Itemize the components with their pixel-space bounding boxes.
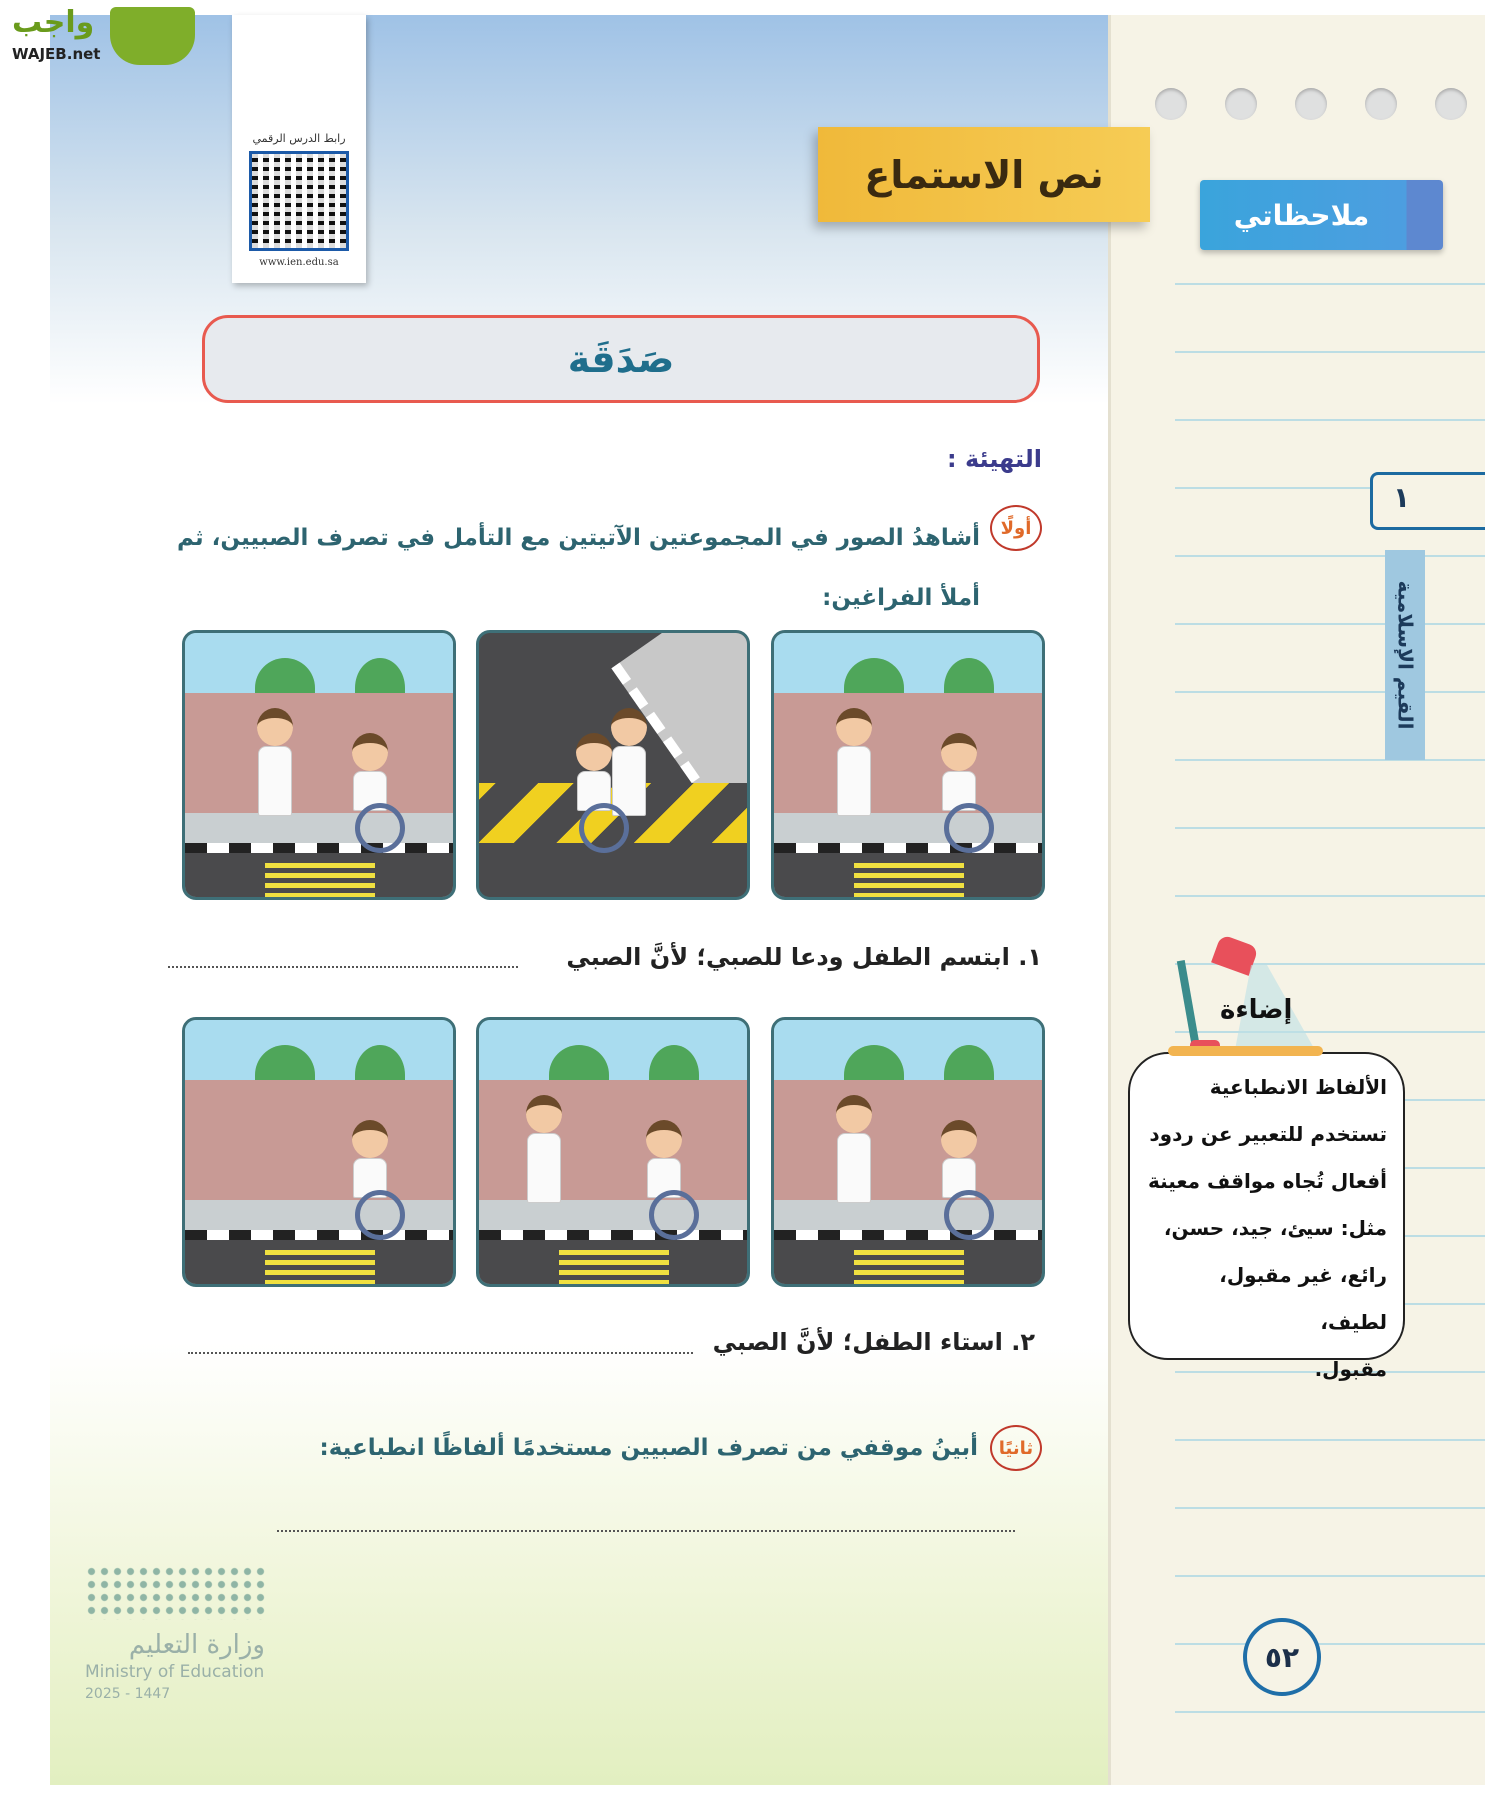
second-badge: ثانيًا	[990, 1425, 1042, 1471]
warmup-label: التهيئة :	[947, 445, 1042, 473]
binder-hole	[1155, 88, 1187, 120]
notebook-rule	[1175, 351, 1485, 353]
notebook-rule	[1175, 623, 1485, 625]
notebook-rule	[1175, 1439, 1485, 1441]
page-number: ٥٢	[1243, 1618, 1321, 1696]
notes-column	[1108, 15, 1485, 1785]
boy-figure	[609, 708, 649, 818]
unit-number-tab: ١	[1370, 472, 1485, 530]
unit-label-tab: القيم الإسلامية	[1385, 550, 1425, 760]
lesson-title: صَدَقَة	[202, 315, 1040, 403]
binder-hole	[1295, 88, 1327, 120]
wheelchair-icon	[579, 803, 629, 853]
lamp-icon	[1165, 925, 1335, 1055]
question-1: ١. ابتسم الطفل ودعا للصبي؛ لأنَّ الصبي	[566, 943, 1042, 971]
qr-card[interactable]: رابط الدرس الرقمي www.ien.edu.sa	[232, 15, 366, 283]
tip-title: إضاءة	[1220, 995, 1293, 1025]
question-2: ٢. استاء الطفل؛ لأنَّ الصبي	[712, 1328, 1035, 1356]
boy-figure	[524, 1095, 564, 1205]
wajeb-logo: واجب WAJEB.net	[10, 5, 190, 65]
wheelchair-icon	[944, 803, 994, 853]
notebook-rule	[1175, 1711, 1485, 1713]
scene-illustration	[182, 630, 456, 900]
first-instruction: أشاهدُ الصور في المجموعتين الآتيتين مع التأمل في تصرف الصبيين، ثم أملأ الفراغين:	[176, 525, 980, 611]
tip-box: الألفاظ الانطباعية تستخدم للتعبير عن ردود أفعال تُجاه مواقف معينة مثل: سيئ، جيد، حسن، رائع، غير مقبول، لطيف، مقبول.	[1128, 1052, 1405, 1360]
binder-hole	[1435, 88, 1467, 120]
notebook-rule	[1175, 283, 1485, 285]
notebook-rule	[1175, 1575, 1485, 1577]
binder-hole	[1365, 88, 1397, 120]
notebook-rule	[1175, 419, 1485, 421]
qr-code[interactable]	[249, 151, 349, 251]
section-banner: نص الاستماع	[818, 127, 1150, 222]
scene-illustration	[182, 1017, 456, 1287]
wheelchair-icon	[355, 803, 405, 853]
answer-2-blank[interactable]	[188, 1352, 693, 1354]
ministry-emblem	[85, 1565, 265, 1620]
ministry-logo: وزارة التعليم Ministry of Education 2025 - 1447	[85, 1565, 265, 1725]
notes-tab: ملاحظاتي	[1200, 180, 1443, 250]
notebook-rule	[1175, 1507, 1485, 1509]
wheelchair-icon	[355, 1190, 405, 1240]
scene-illustration	[771, 1017, 1045, 1287]
second-instruction: أبينُ موقفي من تصرف الصبيين مستخدمًا ألفاظًا انطباعية:	[319, 1435, 978, 1461]
notebook-rule	[1175, 1643, 1485, 1645]
answer-3-blank[interactable]	[277, 1530, 1015, 1532]
scene-illustration	[476, 1017, 750, 1287]
boy-figure	[834, 708, 874, 818]
notebook-rule	[1175, 691, 1485, 693]
first-badge: أولًا	[990, 505, 1042, 551]
textbook-page	[50, 15, 1108, 1785]
scene-illustration	[476, 630, 750, 900]
binder-hole	[1225, 88, 1257, 120]
notebook-rule	[1175, 895, 1485, 897]
notebook-rule	[1175, 827, 1485, 829]
lamp-shelf	[1168, 1046, 1323, 1056]
scene-illustration	[771, 630, 1045, 900]
boy-figure	[255, 708, 295, 818]
notebook-rule	[1175, 555, 1485, 557]
wheelchair-icon	[649, 1190, 699, 1240]
wheelchair-icon	[944, 1190, 994, 1240]
boy-figure	[834, 1095, 874, 1205]
book-icon	[110, 7, 195, 65]
notebook-rule	[1175, 759, 1485, 761]
answer-1-blank[interactable]	[168, 966, 518, 968]
